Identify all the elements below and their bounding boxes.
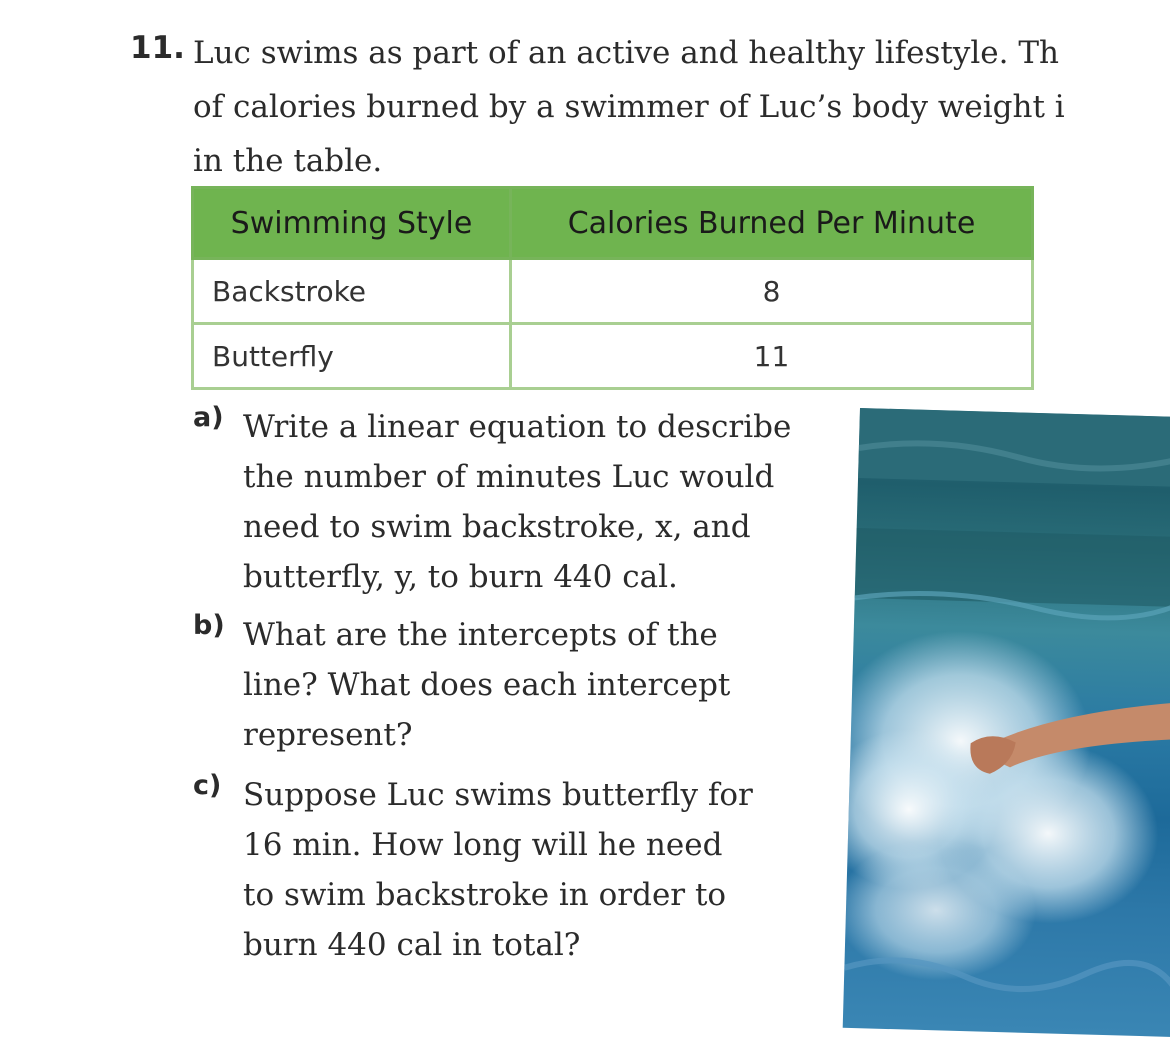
table-row [193,324,1033,389]
part-line: to swim backstroke in order to [243,877,727,913]
part-text [243,610,730,760]
cell-style: Backstroke [193,259,511,324]
cell-style: Butterfly [193,324,511,389]
question-intro [193,26,1170,188]
intro-line: Luc swims as part of an active and healthy lifestyle. Th [193,35,1059,71]
part-line: Suppose Luc swims butterfly for [243,777,753,813]
swimmer-photo [843,408,1170,1037]
part-line: Write a linear equation to describe [243,409,792,445]
part-line: What are the intercepts of the [243,617,718,653]
part-text [243,402,791,602]
table-row [193,259,1033,324]
part-label: c) [193,770,222,801]
part-line: represent? [243,717,413,753]
table-header-row [193,188,1033,259]
part-text [243,770,753,970]
part-line: need to swim backstroke, x, and [243,509,751,545]
intro-line: of calories burned by a swimmer of Luc’s body weight i [193,89,1065,125]
swimmer-illustration [843,408,1170,1037]
cell-calories: 8 [511,259,1033,324]
calories-table [191,186,1034,390]
part-line: the number of minutes Luc would [243,459,775,495]
question-number: 11. [130,30,185,66]
part-line: line? What does each intercept [243,667,731,703]
header-swimming-style: Swimming Style [193,188,511,259]
part-line: butterfly, y, to burn 440 cal. [243,559,678,595]
part-line: burn 440 cal in total? [243,927,581,963]
header-calories-per-minute: Calories Burned Per Minute [511,188,1033,259]
intro-line: in the table. [193,143,383,179]
part-label: b) [193,610,225,641]
part-label: a) [193,402,224,433]
cell-calories: 11 [511,324,1033,389]
part-line: 16 min. How long will he need [243,827,723,863]
